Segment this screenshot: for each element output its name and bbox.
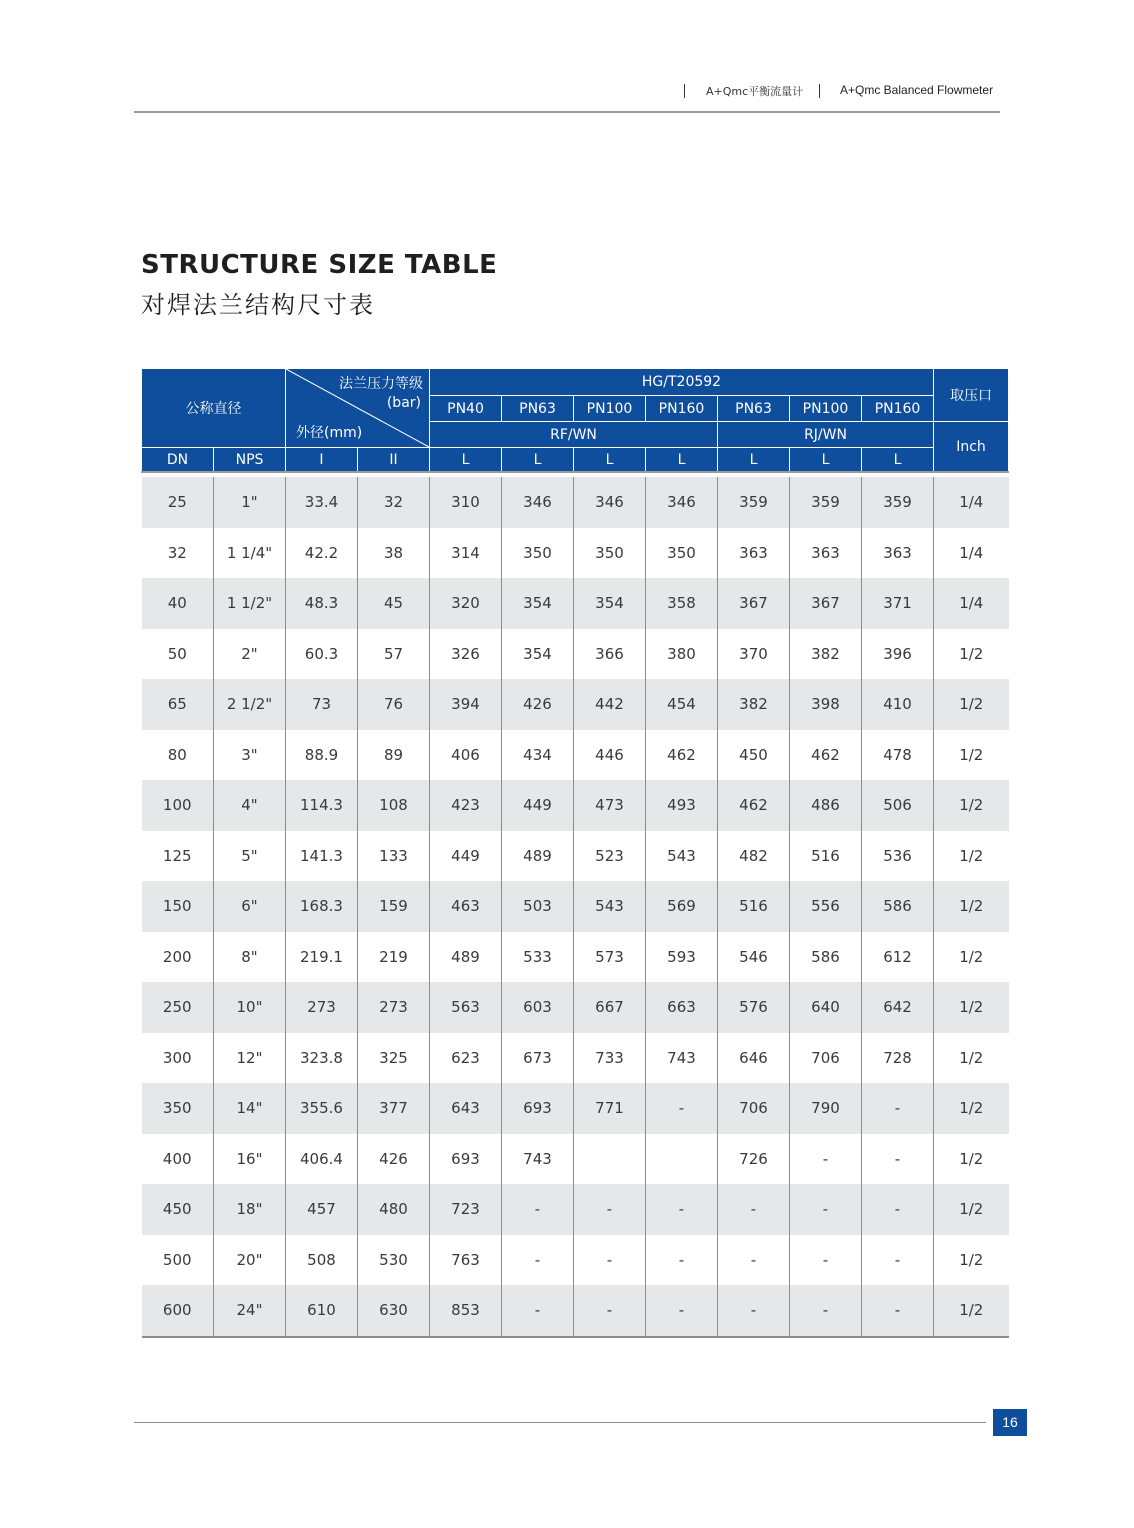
table-cell: - [862, 1184, 934, 1235]
pn-header: PN63 [502, 396, 574, 422]
pn-header: PN63 [718, 396, 790, 422]
table-cell: 1/2 [934, 881, 1009, 932]
table-cell: 359 [862, 477, 934, 528]
page-number: 16 [993, 1409, 1027, 1436]
pn-header: PN160 [862, 396, 934, 422]
table-cell: 1/2 [934, 1235, 1009, 1286]
table-cell: 367 [718, 578, 790, 629]
table-cell: - [718, 1184, 790, 1235]
table-cell: 426 [502, 679, 574, 730]
table-cell: 2 1/2" [214, 679, 286, 730]
table-row [142, 932, 1009, 983]
table-cell: 478 [862, 730, 934, 781]
section-title-zh: 对焊法兰结构尺寸表 [141, 291, 375, 319]
table-cell: 543 [646, 831, 718, 882]
table-cell: 442 [574, 679, 646, 730]
pressure-grade-label: 法兰压力等级 [339, 376, 423, 392]
table-cell: 325 [358, 1033, 430, 1084]
pressure-tap-header: 取压口 [934, 369, 1009, 422]
table-cell: 273 [286, 982, 358, 1033]
table-cell: 586 [790, 932, 862, 983]
table-cell: 350 [574, 528, 646, 579]
table-cell: 363 [862, 528, 934, 579]
table-cell: 133 [358, 831, 430, 882]
table-cell: 1/2 [934, 679, 1009, 730]
table-row [142, 1285, 1009, 1337]
table-cell: 6" [214, 881, 286, 932]
table-cell: 354 [502, 578, 574, 629]
table-cell: 463 [430, 881, 502, 932]
table-cell: 1/2 [934, 730, 1009, 781]
table-cell: 50 [142, 629, 214, 680]
table-cell: 398 [790, 679, 862, 730]
table-cell: 1/2 [934, 1083, 1009, 1134]
table-cell: 406 [430, 730, 502, 781]
page-header [0, 82, 1134, 102]
table-cell: 350 [142, 1083, 214, 1134]
table-cell: 673 [502, 1033, 574, 1084]
table-cell: 65 [142, 679, 214, 730]
table-cell: - [646, 1083, 718, 1134]
table-cell: 1/4 [934, 528, 1009, 579]
table-cell: 480 [358, 1184, 430, 1235]
table-cell: 273 [358, 982, 430, 1033]
table-cell: 1/2 [934, 780, 1009, 831]
table-cell: 743 [646, 1033, 718, 1084]
table-cell: - [862, 1285, 934, 1337]
table-cell: 10" [214, 982, 286, 1033]
table-cell: 454 [646, 679, 718, 730]
table-cell: 310 [430, 477, 502, 528]
table-cell: 33.4 [286, 477, 358, 528]
table-cell: 363 [790, 528, 862, 579]
table-cell: 367 [790, 578, 862, 629]
table-cell: 530 [358, 1235, 430, 1286]
table-cell: - [574, 1184, 646, 1235]
table-cell: 743 [502, 1134, 574, 1185]
table-cell: 706 [718, 1083, 790, 1134]
table-cell: 506 [862, 780, 934, 831]
table-cell: 108 [358, 780, 430, 831]
table-cell: - [574, 1285, 646, 1337]
table-cell: 546 [718, 932, 790, 983]
table-cell: 359 [718, 477, 790, 528]
table-cell: 18" [214, 1184, 286, 1235]
table-cell: 853 [430, 1285, 502, 1337]
table-cell: 728 [862, 1033, 934, 1084]
header-divider [684, 84, 685, 98]
table-cell: 1/2 [934, 1285, 1009, 1337]
table-cell: 1/2 [934, 629, 1009, 680]
table-cell: - [646, 1235, 718, 1286]
header-zh-title: A+Qmc平衡流量计 [706, 85, 804, 98]
table-cell: 482 [718, 831, 790, 882]
table-cell: 536 [862, 831, 934, 882]
table-cell: 24" [214, 1285, 286, 1337]
table-body [142, 477, 1009, 1337]
table-cell: 763 [430, 1235, 502, 1286]
table-cell: 450 [142, 1184, 214, 1235]
table-row [142, 780, 1009, 831]
table-cell: - [862, 1083, 934, 1134]
table-cell: 346 [646, 477, 718, 528]
table-cell: - [790, 1235, 862, 1286]
table-cell: - [718, 1235, 790, 1286]
table-cell: 45 [358, 578, 430, 629]
table-cell: 377 [358, 1083, 430, 1134]
table-cell: 1/2 [934, 1184, 1009, 1235]
length-header: L [502, 448, 574, 473]
length-header: L [718, 448, 790, 473]
table-cell: 623 [430, 1033, 502, 1084]
table-row [142, 1033, 1009, 1084]
table-cell: 508 [286, 1235, 358, 1286]
pn-header: PN100 [574, 396, 646, 422]
table-row [142, 477, 1009, 528]
table-cell: 370 [718, 629, 790, 680]
table-cell: 771 [574, 1083, 646, 1134]
table-cell: 410 [862, 679, 934, 730]
table-cell: 346 [502, 477, 574, 528]
length-header: L [790, 448, 862, 473]
table-cell: 25 [142, 477, 214, 528]
rj-wn-header: RJ/WN [718, 422, 934, 448]
table-cell: - [862, 1235, 934, 1286]
dn-header: DN [142, 448, 214, 473]
table-cell: 533 [502, 932, 574, 983]
table-cell: 1/2 [934, 1134, 1009, 1185]
table-cell: 60.3 [286, 629, 358, 680]
table-cell: 642 [862, 982, 934, 1033]
table-cell: 1/2 [934, 831, 1009, 882]
table-cell: 493 [646, 780, 718, 831]
table-cell: 359 [790, 477, 862, 528]
table-cell: 346 [574, 477, 646, 528]
table-cell: 563 [430, 982, 502, 1033]
table-cell: 667 [574, 982, 646, 1033]
table-cell: 693 [430, 1134, 502, 1185]
table-cell: 1/4 [934, 477, 1009, 528]
pn-header: PN100 [790, 396, 862, 422]
table-cell: 516 [718, 881, 790, 932]
table-cell: 382 [790, 629, 862, 680]
table-cell: 12" [214, 1033, 286, 1084]
table-cell: 543 [574, 881, 646, 932]
outer-diameter-label: 外径(mm) [296, 425, 363, 441]
table-cell: 394 [430, 679, 502, 730]
length-header: L [430, 448, 502, 473]
length-header: L [646, 448, 718, 473]
length-header: L [574, 448, 646, 473]
table-cell: 612 [862, 932, 934, 983]
table-row [142, 578, 1009, 629]
table-cell: 473 [574, 780, 646, 831]
table-cell: 489 [430, 932, 502, 983]
table-row [142, 1235, 1009, 1286]
pn-header: PN160 [646, 396, 718, 422]
table-cell: 603 [502, 982, 574, 1033]
table-cell: 1/2 [934, 982, 1009, 1033]
table-cell: 586 [862, 881, 934, 932]
table-row [142, 982, 1009, 1033]
header-rule [134, 111, 1000, 113]
table-cell: 434 [502, 730, 574, 781]
table-cell: 76 [358, 679, 430, 730]
table-cell: - [646, 1285, 718, 1337]
table-cell: 57 [358, 629, 430, 680]
table-cell: 200 [142, 932, 214, 983]
table-cell: 150 [142, 881, 214, 932]
table-cell: 250 [142, 982, 214, 1033]
table-cell [646, 1134, 718, 1185]
header-en-title: A+Qmc Balanced Flowmeter [840, 83, 994, 97]
table-cell: 449 [502, 780, 574, 831]
table-cell: 300 [142, 1033, 214, 1084]
table-cell: 610 [286, 1285, 358, 1337]
table-cell: 450 [718, 730, 790, 781]
table-cell: 1 1/2" [214, 578, 286, 629]
table-cell: 380 [646, 629, 718, 680]
table-cell: 88.9 [286, 730, 358, 781]
nps-header: NPS [214, 448, 286, 473]
table-cell [574, 1134, 646, 1185]
table-row [142, 1083, 1009, 1134]
table-cell: 4" [214, 780, 286, 831]
table-cell: 89 [358, 730, 430, 781]
table-cell: 790 [790, 1083, 862, 1134]
col-i-header: I [286, 448, 358, 473]
table-cell: 462 [790, 730, 862, 781]
footer-rule [134, 1422, 986, 1423]
table-cell: 125 [142, 831, 214, 882]
table-cell: 219 [358, 932, 430, 983]
table-cell: 114.3 [286, 780, 358, 831]
table-cell: 371 [862, 578, 934, 629]
table-cell: 354 [574, 578, 646, 629]
rf-wn-header: RF/WN [430, 422, 718, 448]
table-row [142, 679, 1009, 730]
table-row [142, 528, 1009, 579]
table-cell: 646 [718, 1033, 790, 1084]
table-cell: 1/2 [934, 932, 1009, 983]
table-cell: 1 1/4" [214, 528, 286, 579]
table-cell: 5" [214, 831, 286, 882]
table-cell: 382 [718, 679, 790, 730]
nominal-diameter-header: 公称直径 [142, 369, 286, 448]
pressure-diameter-diagonal-header [286, 369, 430, 448]
table-cell: 500 [142, 1235, 214, 1286]
table-cell: 523 [574, 831, 646, 882]
table-cell: 573 [574, 932, 646, 983]
table-cell: 73 [286, 679, 358, 730]
table-cell: 446 [574, 730, 646, 781]
table-cell: 733 [574, 1033, 646, 1084]
table-cell: 1/2 [934, 1033, 1009, 1084]
table-cell: 326 [430, 629, 502, 680]
table-cell: 358 [646, 578, 718, 629]
table-cell: 8" [214, 932, 286, 983]
table-cell: 20" [214, 1235, 286, 1286]
table-row [142, 730, 1009, 781]
table-row [142, 831, 1009, 882]
section-title-en: STRUCTURE SIZE TABLE [141, 250, 498, 280]
table-cell: 3" [214, 730, 286, 781]
table-cell: 42.2 [286, 528, 358, 579]
table-cell: 600 [142, 1285, 214, 1337]
table-cell: 640 [790, 982, 862, 1033]
table-cell: 219.1 [286, 932, 358, 983]
table-cell: 406.4 [286, 1134, 358, 1185]
table-cell: 141.3 [286, 831, 358, 882]
table-cell: 80 [142, 730, 214, 781]
table-cell: - [862, 1134, 934, 1185]
table-cell: 48.3 [286, 578, 358, 629]
table-cell: 100 [142, 780, 214, 831]
table-cell: 556 [790, 881, 862, 932]
table-cell: - [718, 1285, 790, 1337]
table-cell: 489 [502, 831, 574, 882]
table-cell: 462 [718, 780, 790, 831]
table-cell: 400 [142, 1134, 214, 1185]
table-cell: 159 [358, 881, 430, 932]
table-cell: 462 [646, 730, 718, 781]
table-cell: 350 [646, 528, 718, 579]
table-cell: - [502, 1184, 574, 1235]
table-cell: 457 [286, 1184, 358, 1235]
table-cell: 354 [502, 629, 574, 680]
table-cell: - [790, 1134, 862, 1185]
length-header: L [862, 448, 934, 473]
table-cell: 726 [718, 1134, 790, 1185]
table-cell: 423 [430, 780, 502, 831]
bar-unit-label: (bar) [386, 395, 421, 411]
table-cell: 168.3 [286, 881, 358, 932]
col-ii-header: II [358, 448, 430, 473]
pn-header: PN40 [430, 396, 502, 422]
table-cell: 663 [646, 982, 718, 1033]
table-cell: 32 [142, 528, 214, 579]
table-cell: - [790, 1285, 862, 1337]
table-cell: 630 [358, 1285, 430, 1337]
table-cell: 486 [790, 780, 862, 831]
table-cell: 1" [214, 477, 286, 528]
table-cell: - [574, 1235, 646, 1286]
inch-header: Inch [934, 422, 1009, 473]
table-cell: 366 [574, 629, 646, 680]
table-cell: 723 [430, 1184, 502, 1235]
table-cell: 593 [646, 932, 718, 983]
table-cell: 576 [718, 982, 790, 1033]
table-row [142, 1184, 1009, 1235]
table-cell: 1/4 [934, 578, 1009, 629]
table-row [142, 1134, 1009, 1185]
table-cell: 363 [718, 528, 790, 579]
structure-size-table [141, 368, 1009, 1338]
table-cell: 569 [646, 881, 718, 932]
standard-header: HG/T20592 [430, 369, 934, 396]
table-cell: 38 [358, 528, 430, 579]
table-cell: 396 [862, 629, 934, 680]
table-cell: 643 [430, 1083, 502, 1134]
table-row [142, 881, 1009, 932]
table-cell: 355.6 [286, 1083, 358, 1134]
table-cell: 503 [502, 881, 574, 932]
table-cell: 426 [358, 1134, 430, 1185]
table-cell: 350 [502, 528, 574, 579]
table-cell: - [502, 1285, 574, 1337]
header-divider [819, 84, 820, 98]
table-cell: 40 [142, 578, 214, 629]
table-row [142, 629, 1009, 680]
table-cell: 323.8 [286, 1033, 358, 1084]
table-cell: 706 [790, 1033, 862, 1084]
table-cell: 2" [214, 629, 286, 680]
table-cell: 449 [430, 831, 502, 882]
table-cell: 693 [502, 1083, 574, 1134]
table-cell: 16" [214, 1134, 286, 1185]
table-cell: 314 [430, 528, 502, 579]
table-cell: 320 [430, 578, 502, 629]
table-cell: - [502, 1235, 574, 1286]
table-cell: 516 [790, 831, 862, 882]
table-cell: 32 [358, 477, 430, 528]
table-cell: - [790, 1184, 862, 1235]
table-cell: 14" [214, 1083, 286, 1134]
table-cell: - [646, 1184, 718, 1235]
